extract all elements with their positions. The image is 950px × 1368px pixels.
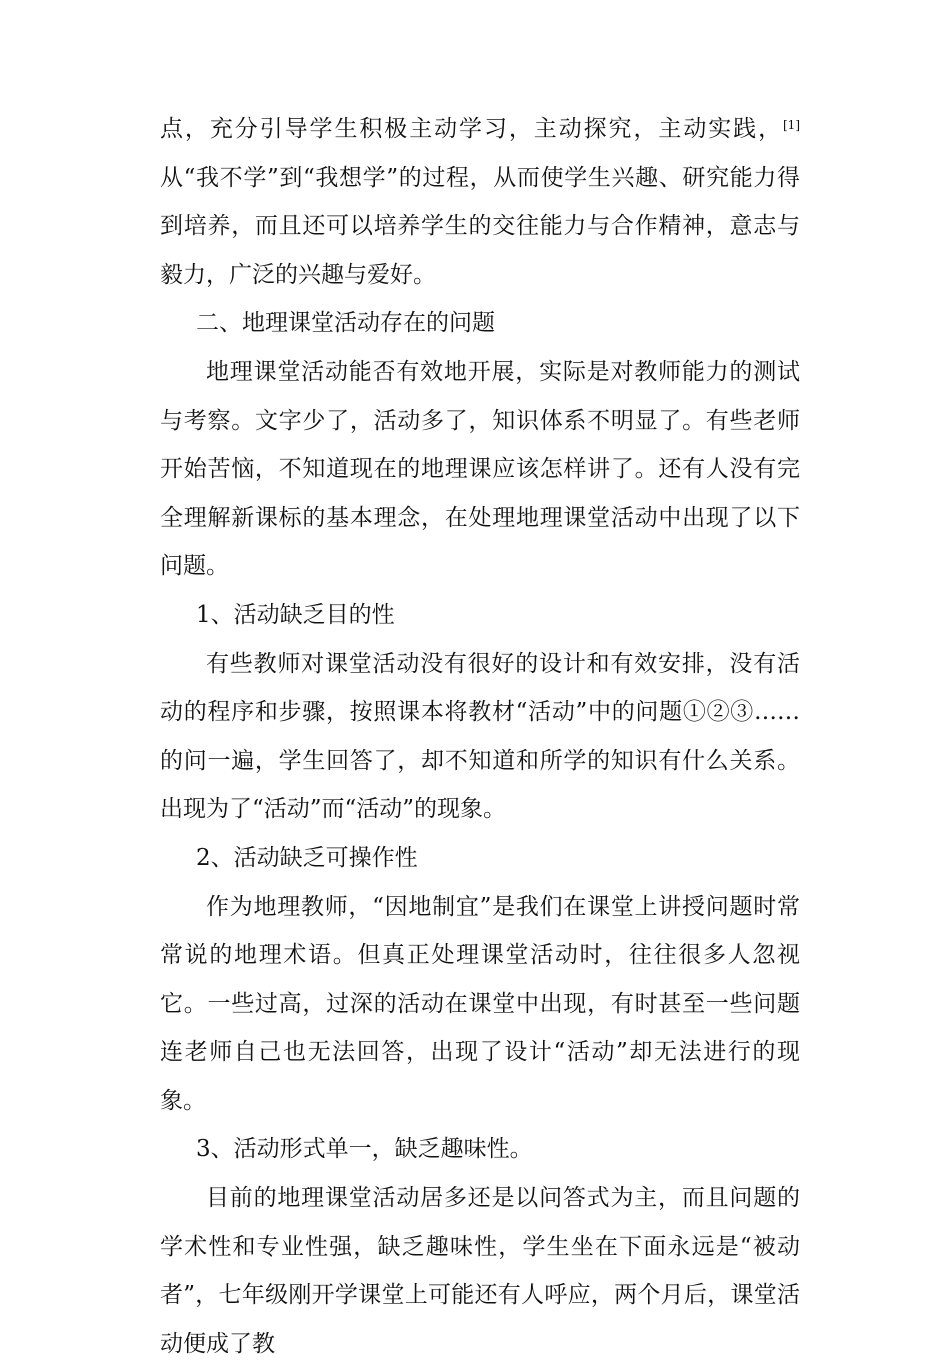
paragraph: 目前的地理课堂活动居多还是以问答式为主，而且问题的学术性和专业性强，缺乏趣味性，学生坐在下面永远是“被动者”，七年级刚开学课堂上可能还有人呼应，两个月后，课堂活动便成了教	[160, 1185, 800, 1357]
subsection-heading-2: 2、活动缺乏可操作性	[196, 844, 418, 871]
paragraph-text: 从“我不学”到“我想学”的过程，从而使学生兴趣、研究能力得到培养，而且还可以培养学生的交往能力与合作精神，意志与毅力，广泛的兴趣与爱好。	[160, 164, 800, 288]
paragraph: 有些教师对课堂活动没有很好的设计和有效安排，没有活动的程序和步骤，按照课本将教材“活动”中的问题①②③……的问一遍，学生回答了，却不知道和所学的知识有什么关系。出现为了“活动”而“活动”的现象。	[160, 650, 800, 823]
section-heading: 二、地理课堂活动存在的问题	[196, 310, 495, 337]
subsection-heading-3: 3、活动形式单一，缺乏趣味性。	[196, 1136, 533, 1163]
paragraph: 地理课堂活动能否有效地开展，实际是对教师能力的测试与考察。文字少了，活动多了，知识体系不明显了。有些老师开始苦恼，不知道现在的地理课应该怎样讲了。还有人没有完全理解新课标的基本理念，在处理地理课堂活动中出现了以下问题。	[160, 358, 800, 580]
document-page	[160, 105, 800, 1368]
paragraph-text: 点，充分引导学生积极主动学习，主动探究，主动实践，	[160, 116, 783, 142]
subsection-heading-1: 1、活动缺乏目的性	[196, 601, 395, 628]
paragraph: 作为地理教师，“因地制宜”是我们在课堂上讲授问题时常常说的地理术语。但真正处理课堂活动时，往往很多人忽视它。一些过高，过深的活动在课堂中出现，有时甚至一些问题连老师自己也无法回答，出现了设计“活动”却无法进行的现象。	[160, 893, 800, 1114]
citation-superscript: [1]	[783, 118, 800, 132]
paragraph-continuation	[160, 105, 800, 299]
